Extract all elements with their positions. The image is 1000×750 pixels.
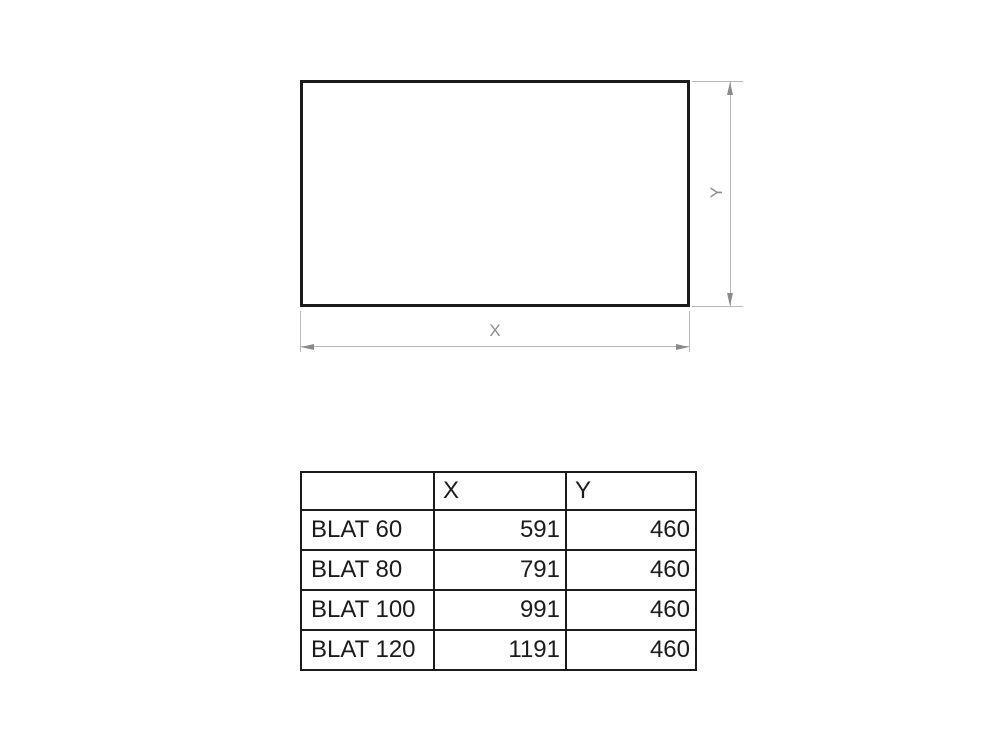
header-y: Y: [566, 472, 696, 510]
part-outline-rectangle: [300, 80, 690, 307]
x-arrowhead-right-icon: [676, 344, 689, 350]
table-header-row: [301, 472, 696, 510]
product-name: BLAT 60: [301, 510, 434, 550]
y-arrowhead-bottom-icon: [727, 293, 733, 306]
size-table: [300, 471, 697, 671]
y-value: 460: [566, 630, 696, 670]
product-name: BLAT 100: [301, 590, 434, 630]
x-dimension-line: [301, 346, 689, 347]
table-row: [301, 550, 696, 590]
x-value: 591: [434, 510, 566, 550]
header-product: [301, 472, 434, 510]
x-arrowhead-left-icon: [301, 344, 314, 350]
header-x: X: [434, 472, 566, 510]
x-extension-line-right: [689, 311, 690, 352]
y-value: 460: [566, 590, 696, 630]
product-name: BLAT 80: [301, 550, 434, 590]
table-row: [301, 630, 696, 670]
y-dimension-label: Y: [707, 186, 727, 199]
x-value: 1191: [434, 630, 566, 670]
y-extension-line-top: [692, 81, 743, 82]
x-value: 791: [434, 550, 566, 590]
table-row: [301, 590, 696, 630]
x-dimension-label: X: [489, 321, 501, 340]
y-extension-line-bottom: [692, 306, 743, 307]
product-name: BLAT 120: [301, 630, 434, 670]
x-value: 991: [434, 590, 566, 630]
y-dimension-line: [730, 82, 731, 306]
y-value: 460: [566, 510, 696, 550]
y-arrowhead-top-icon: [727, 82, 733, 95]
y-value: 460: [566, 550, 696, 590]
table-row: [301, 510, 696, 550]
